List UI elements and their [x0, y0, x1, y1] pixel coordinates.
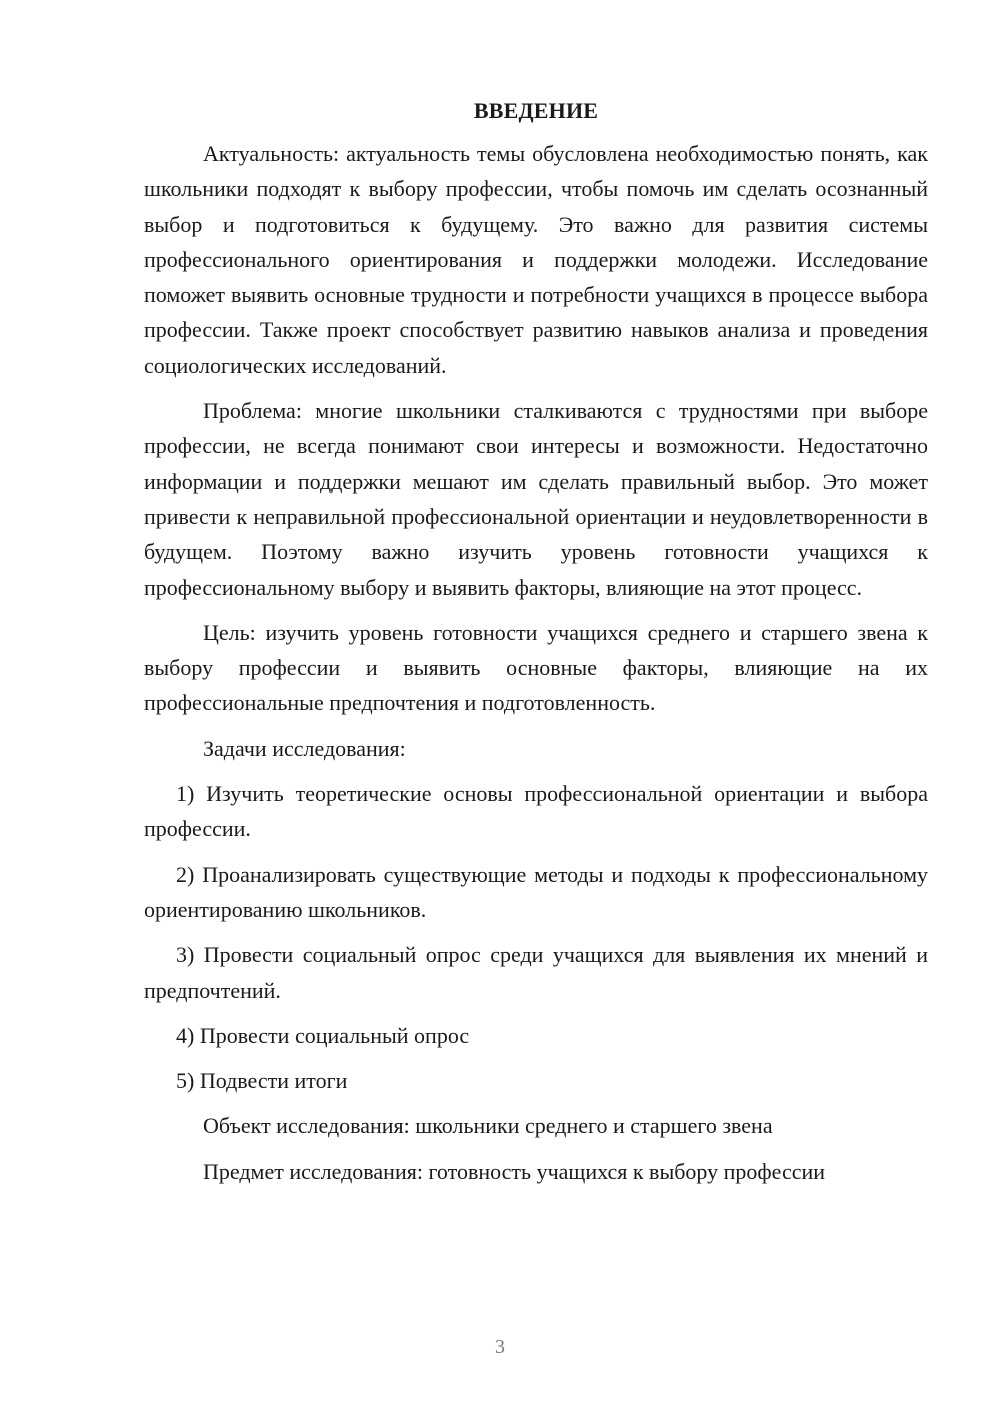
paragraph-relevance: Актуальность: актуальность темы обусловлена необходимостью понять, как школьники подходят к выбору профессии, чтобы помочь им сделать осознанный выбор и подготовиться к будущему. Это важно для развития системы профессионального ориентирования и поддержки молодежи. Исследование поможет выявить основные трудности и потребности учащихся в процессе выбора профессии. Также проект способствует развитию навыков анализа и проведения социологических исследований. — [144, 141, 928, 378]
task-item-3: 3) Провести социальный опрос среди учащихся для выявления их мнений и предпочтений. — [144, 942, 928, 1003]
page-content — [144, 96, 928, 1189]
research-subject: Предмет исследования: готовность учащихся к выбору профессии — [203, 1158, 826, 1184]
task-item-4: 4) Провести социальный опрос — [176, 1022, 470, 1048]
paragraph-problem: Проблема: многие школьники сталкиваются с трудностями при выборе профессии, не всегда понимают свои интересы и возможности. Недостаточно информации и поддержки мешают им сделать правильный выбор. Это может привести к неправильной профессиональной ориентации и неудовлетворенности в будущем. Поэтому важно изучить уровень готовности учащихся к профессиональному выбору и выявить факторы, влияющие на этот процесс. — [144, 398, 928, 600]
task-item-5: 5) Подвести итоги — [176, 1068, 348, 1094]
task-item-2: 2) Проанализировать существующие методы и подходы к профессиональному ориентированию школьников. — [144, 861, 928, 922]
page-number: 3 — [495, 1336, 505, 1358]
page-title: ВВЕДЕНИЕ — [473, 98, 599, 123]
paragraph-goal: Цель: изучить уровень готовности учащихся среднего и старшего звена к выбору профессии и выявить основные факторы, влияющие на их профессиональные предпочтения и подготовленность. — [144, 619, 928, 716]
tasks-title: Задачи исследования: — [203, 735, 406, 761]
task-item-1: 1) Изучить теоретические основы профессиональной ориентации и выбора профессии. — [144, 781, 928, 842]
research-object: Объект исследования: школьники среднего и старшего звена — [203, 1113, 773, 1139]
